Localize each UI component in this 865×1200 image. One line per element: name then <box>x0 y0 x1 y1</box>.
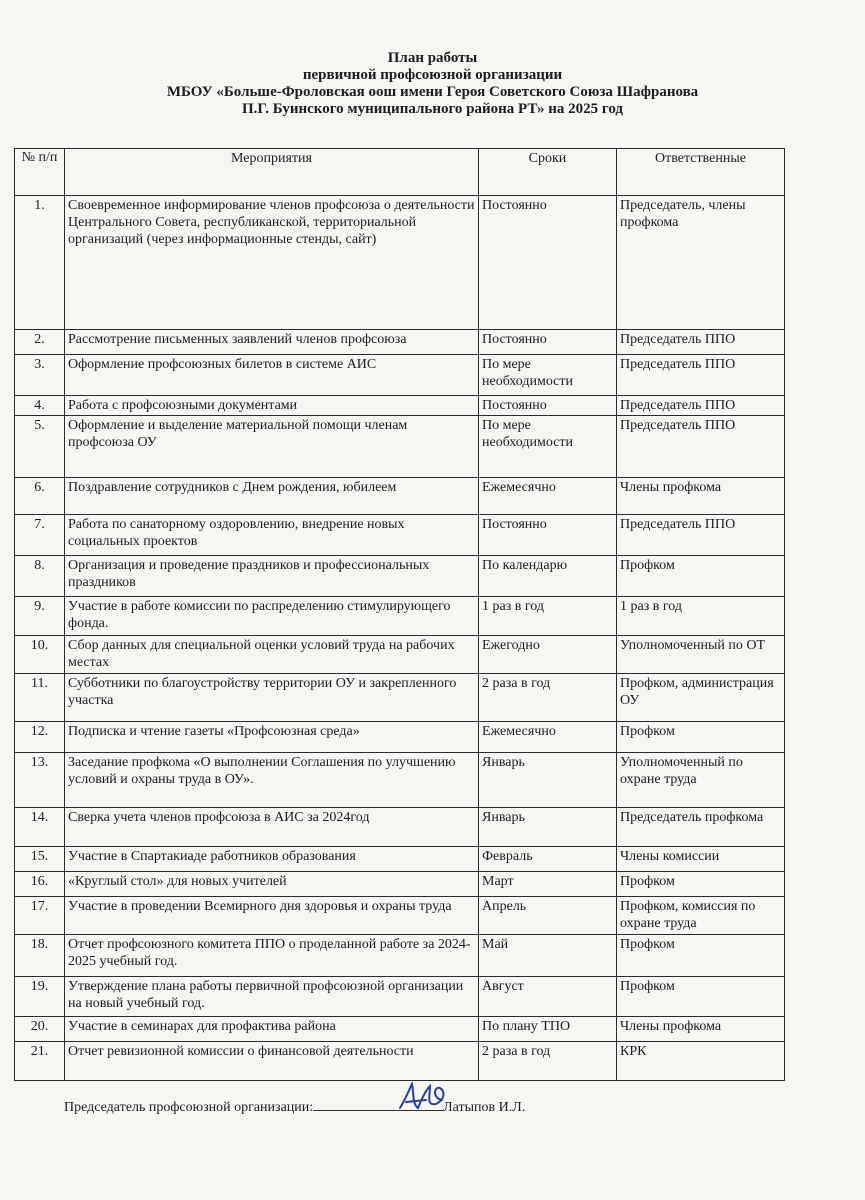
row-responsible: Профком <box>617 722 785 753</box>
row-number: 20. <box>15 1017 65 1042</box>
table-row <box>15 847 785 872</box>
row-activity: Поздравление сотрудников с Днем рождения, юбилеем <box>65 478 479 515</box>
row-activity: Оформление профсоюзных билетов в системе АИС <box>65 355 479 396</box>
table-row <box>15 478 785 515</box>
row-responsible: Председатель ППО <box>617 416 785 478</box>
table-row <box>15 416 785 478</box>
table-row <box>15 396 785 416</box>
table-row <box>15 330 785 355</box>
row-number: 1. <box>15 196 65 330</box>
row-activity: Участие в работе комиссии по распределению стимулирующего фонда. <box>65 597 479 636</box>
table-row <box>15 1017 785 1042</box>
title-line-2: первичной профсоюзной организации <box>302 67 563 83</box>
row-responsible: Профком, администрация ОУ <box>617 674 785 722</box>
table-row <box>15 753 785 808</box>
table-row <box>15 722 785 753</box>
table-row <box>15 636 785 674</box>
row-deadline: По мере необходимости <box>479 355 617 396</box>
table-row <box>15 515 785 556</box>
row-number: 2. <box>15 330 65 355</box>
table-row <box>15 872 785 897</box>
row-number: 21. <box>15 1042 65 1081</box>
row-activity: Организация и проведение праздников и профессиональных праздников <box>65 556 479 597</box>
row-responsible: Члены профкома <box>617 478 785 515</box>
row-number: 7. <box>15 515 65 556</box>
row-deadline: Ежемесячно <box>479 722 617 753</box>
row-deadline: Постоянно <box>479 515 617 556</box>
row-activity: Работа с профсоюзными документами <box>65 396 479 416</box>
row-number: 8. <box>15 556 65 597</box>
table-row <box>15 556 785 597</box>
row-number: 6. <box>15 478 65 515</box>
row-activity: Сбор данных для специальной оценки условий труда на рабочих местах <box>65 636 479 674</box>
row-deadline: 2 раза в год <box>479 1042 617 1081</box>
row-activity: Сверка учета членов профсоюза в АИС за 2024год <box>65 808 479 847</box>
row-deadline: Март <box>479 872 617 897</box>
row-responsible: Председатель, члены профкома <box>617 196 785 330</box>
row-number: 19. <box>15 977 65 1017</box>
row-activity: Подписка и чтение газеты «Профсоюзная среда» <box>65 722 479 753</box>
title-line-3: МБОУ «Больше-Фроловская оош имени Героя Советского Союза Шафранова <box>166 84 699 100</box>
row-activity: «Круглый стол» для новых учителей <box>65 872 479 897</box>
row-responsible: Председатель ППО <box>617 355 785 396</box>
row-number: 18. <box>15 935 65 977</box>
table-row <box>15 196 785 330</box>
row-activity: Субботники по благоустройству территории ОУ и закрепленного участка <box>65 674 479 722</box>
row-responsible: Председатель ППО <box>617 330 785 355</box>
row-number: 17. <box>15 897 65 935</box>
row-responsible: Члены комиссии <box>617 847 785 872</box>
row-responsible: КРК <box>617 1042 785 1081</box>
row-deadline: Постоянно <box>479 330 617 355</box>
row-deadline: Апрель <box>479 897 617 935</box>
row-activity: Рассмотрение письменных заявлений членов профсоюза <box>65 330 479 355</box>
row-activity: Участие в семинарах для профактива района <box>65 1017 479 1042</box>
row-deadline: 1 раз в год <box>479 597 617 636</box>
table-row <box>15 808 785 847</box>
row-responsible: Председатель ППО <box>617 396 785 416</box>
plan-table <box>14 148 785 1081</box>
row-responsible: Члены профкома <box>617 1017 785 1042</box>
row-number: 3. <box>15 355 65 396</box>
table-row <box>15 977 785 1017</box>
signature-block <box>64 1098 525 1116</box>
row-responsible: Уполномоченный по ОТ <box>617 636 785 674</box>
row-deadline: Январь <box>479 753 617 808</box>
row-deadline: 2 раза в год <box>479 674 617 722</box>
row-activity: Отчет ревизионной комиссии о финансовой деятельности <box>65 1042 479 1081</box>
table-row <box>15 355 785 396</box>
row-number: 4. <box>15 396 65 416</box>
row-deadline: Постоянно <box>479 196 617 330</box>
row-number: 13. <box>15 753 65 808</box>
chairman-name: Латыпов И.Л. <box>443 1100 526 1115</box>
table-row <box>15 597 785 636</box>
row-responsible: Профком <box>617 935 785 977</box>
row-activity: Своевременное информирование членов профсоюза о деятельности Центрального Совета, республиканской, территориальной организаций (через информационные стенды, сайт) <box>65 196 479 330</box>
row-activity: Работа по санаторному оздоровлению, внедрение новых социальных проектов <box>65 515 479 556</box>
col-header-num: № п/п <box>15 149 65 196</box>
row-deadline: По мере необходимости <box>479 416 617 478</box>
table-row <box>15 935 785 977</box>
title-line-1: План работы <box>387 50 478 66</box>
row-deadline: По плану ТПО <box>479 1017 617 1042</box>
row-deadline: Август <box>479 977 617 1017</box>
row-activity: Участие в Спартакиаде работников образования <box>65 847 479 872</box>
table-row <box>15 1042 785 1081</box>
row-activity: Оформление и выделение материальной помощи членам профсоюза ОУ <box>65 416 479 478</box>
row-number: 9. <box>15 597 65 636</box>
row-responsible: Профком <box>617 977 785 1017</box>
row-responsible: Профком, комиссия по охране труда <box>617 897 785 935</box>
col-header-deadline: Сроки <box>479 149 617 196</box>
row-number: 14. <box>15 808 65 847</box>
row-responsible: Председатель профкома <box>617 808 785 847</box>
table-row <box>15 674 785 722</box>
col-header-responsible: Ответственные <box>617 149 785 196</box>
plan-table-body <box>15 196 785 1081</box>
row-deadline: Май <box>479 935 617 977</box>
row-deadline: Январь <box>479 808 617 847</box>
row-activity: Отчет профсоюзного комитета ППО о проделанной работе за 2024- 2025 учебный год. <box>65 935 479 977</box>
row-number: 11. <box>15 674 65 722</box>
title-line-4: П.Г. Буинского муниципального района РТ» на 2025 год <box>242 101 623 117</box>
row-activity: Участие в проведении Всемирного дня здоровья и охраны труда <box>65 897 479 935</box>
row-activity: Заседание профкома «О выполнении Соглашения по улучшению условий и охраны труда в ОУ». <box>65 753 479 808</box>
row-deadline: По календарю <box>479 556 617 597</box>
row-deadline: Ежегодно <box>479 636 617 674</box>
signature-image <box>396 1078 456 1118</box>
row-responsible: Профком <box>617 556 785 597</box>
row-activity: Утверждение плана работы первичной профсоюзной организации на новый учебный год. <box>65 977 479 1017</box>
row-deadline: Февраль <box>479 847 617 872</box>
row-number: 5. <box>15 416 65 478</box>
table-row <box>15 897 785 935</box>
row-number: 10. <box>15 636 65 674</box>
row-number: 12. <box>15 722 65 753</box>
row-deadline: Ежемесячно <box>479 478 617 515</box>
table-header-row <box>15 149 785 196</box>
row-responsible: 1 раз в год <box>617 597 785 636</box>
row-responsible: Председатель ППО <box>617 515 785 556</box>
row-number: 15. <box>15 847 65 872</box>
row-responsible: Профком <box>617 872 785 897</box>
document-title <box>0 50 865 118</box>
row-deadline: Постоянно <box>479 396 617 416</box>
row-number: 16. <box>15 872 65 897</box>
col-header-activity: Мероприятия <box>65 149 479 196</box>
row-responsible: Уполномоченный по охране труда <box>617 753 785 808</box>
chairman-label: Председатель профсоюзной организации: <box>64 1100 314 1115</box>
